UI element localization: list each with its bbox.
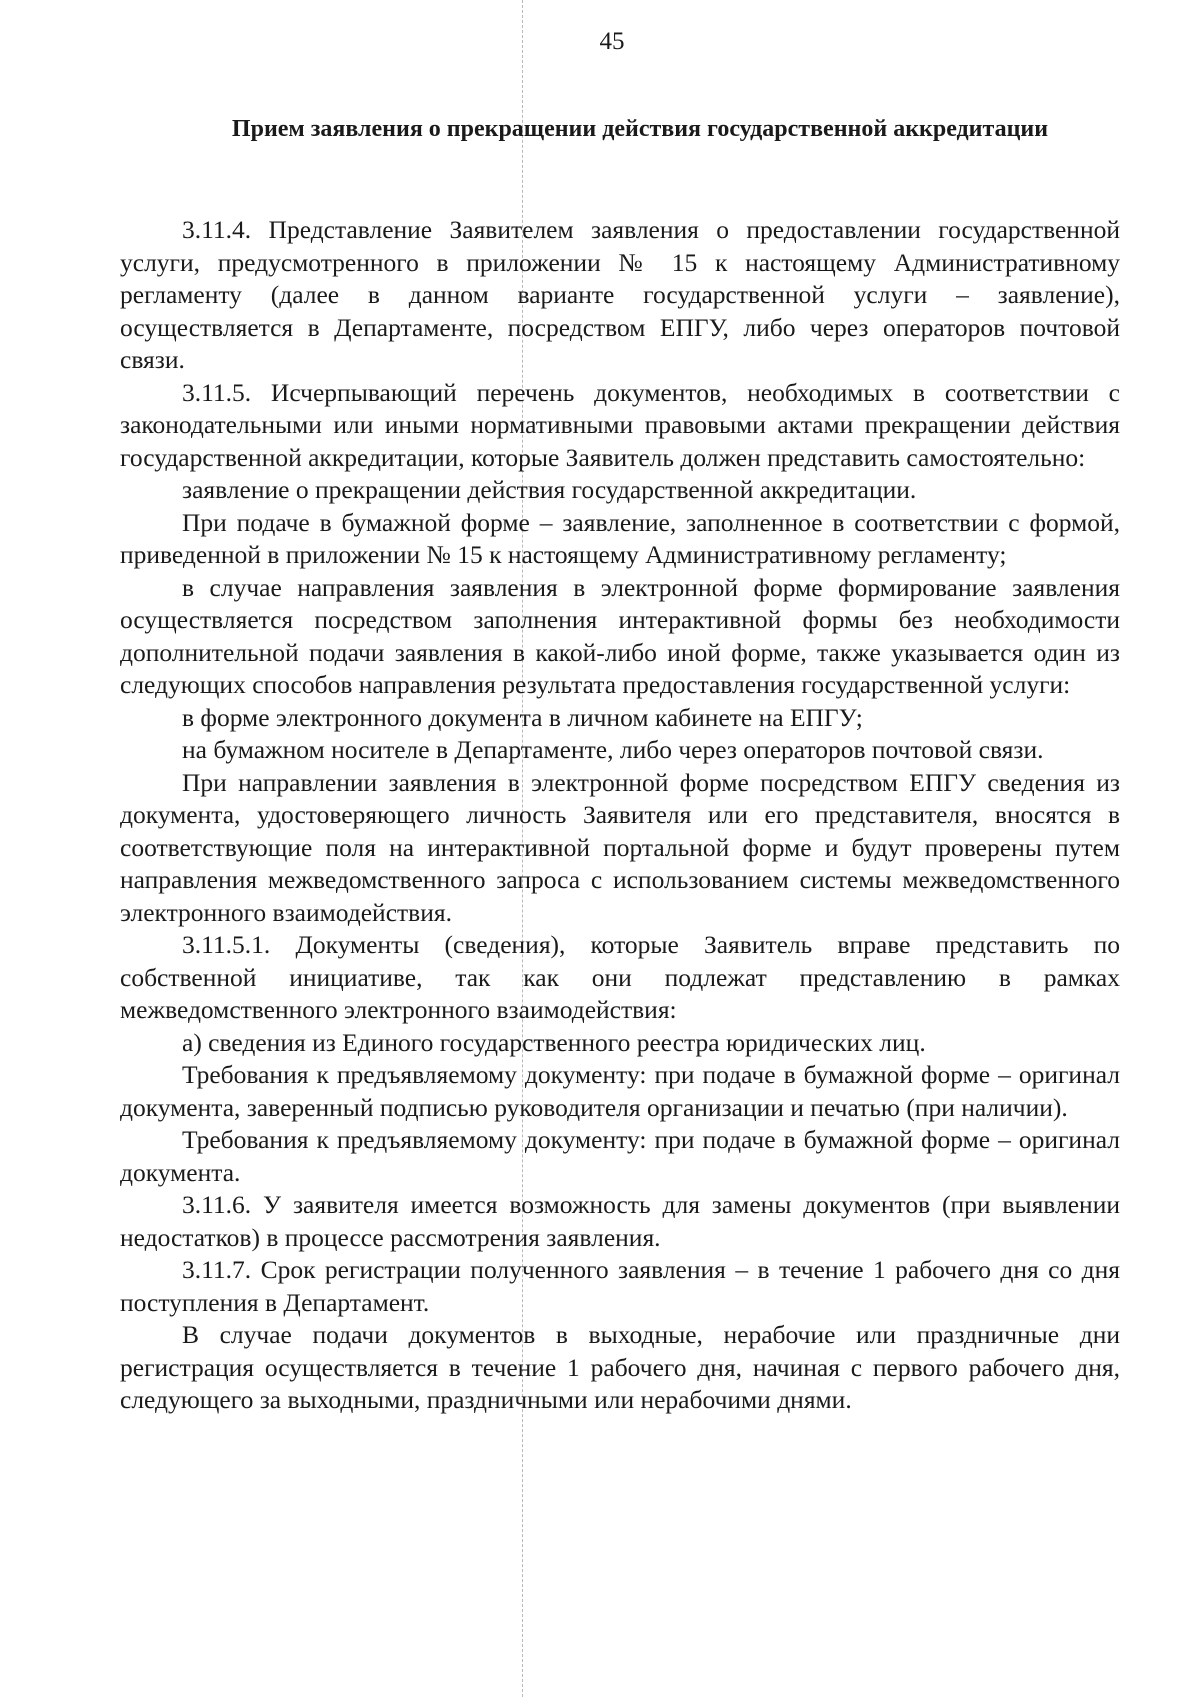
page-number: 45 <box>599 28 625 55</box>
paragraph-holidays: В случае подачи документов в выходные, нерабочие или праздничные дни регистрация осуществляется в течение 1 рабочего дня, начиная с первого рабочего дня, следующего за выходными, праздничными или нерабочими днями. <box>120 1320 1120 1414</box>
paragraph-epgu-cabinet: в форме электронного документа в личном кабинете на ЕПГУ; <box>182 702 863 732</box>
document-body <box>120 214 1120 1417</box>
section-heading: Прием заявления о прекращении действия государственной аккредитации <box>231 116 1049 142</box>
paragraph-electronic-form: в случае направления заявления в электронной форме формирование заявления осуществляется посредством заполнения интерактивной формы без необходимости дополнительной подачи заявления в какой-либо иной форме, также указывается один из следующих способов направления результата предоставления государственной услуги: <box>120 572 1120 699</box>
paragraph-epgu-identity: При направлении заявления в электронной форме посредством ЕПГУ сведения из документа, удостоверяющего личность Заявителя или его представителя, вносятся в соответствующие поля на интерактивной портальной форме и будут проверены путем направления межведомственного запроса с использованием системы межведомственного электронного взаимодействия. <box>120 767 1120 927</box>
paragraph-egrul: а) сведения из Единого государственного реестра юридических лиц. <box>182 1027 926 1057</box>
paragraph-3-11-4: 3.11.4. Представление Заявителем заявления о предоставлении государственной услуги, предусмотренного в приложении № 15 к настоящему Административному регламенту (далее в данном варианте государственной услуги – заявление), осуществляется в Департаменте, посредством ЕПГУ, либо через операторов почтовой связи. <box>120 215 1120 374</box>
paragraph-paper-form: При подаче в бумажной форме – заявление, заполненное в соответствии с формой, приведенной в приложении № 15 к настоящему Административному регламенту; <box>120 507 1120 569</box>
paragraph-requirements-2: Требования к предъявляемому документу: при подаче в бумажной форме – оригинал документа. <box>120 1125 1120 1187</box>
paragraph-3-11-5: 3.11.5. Исчерпывающий перечень документов, необходимых в соответствии с законодательными или иными нормативными правовыми актами прекращении действия государственной аккредитации, которые Заявитель должен представить самостоятельно: <box>120 377 1120 472</box>
paragraph-3-11-5-1: 3.11.5.1. Документы (сведения), которые Заявитель вправе представить по собственной инициативе, так как они подлежат представлению в рамках межведомственного электронного взаимодействия: <box>120 930 1120 1024</box>
paragraph-3-11-7: 3.11.7. Срок регистрации полученного заявления – в течение 1 рабочего дня со дня поступления в Департамент. <box>120 1255 1120 1317</box>
paragraph-application: заявление о прекращении действия государственной аккредитации. <box>182 475 917 504</box>
paragraph-paper-medium: на бумажном носителе в Департаменте, либо через операторов почтовой связи. <box>182 735 1044 764</box>
paragraph-3-11-6: 3.11.6. У заявителя имеется возможность для замены документов (при выявлении недостатков) в процессе рассмотрения заявления. <box>120 1190 1120 1252</box>
paragraph-requirements-1: Требования к предъявляемому документу: при подаче в бумажной форме – оригинал документа, заверенный подписью руководителя организации и печатью (при наличии). <box>120 1060 1120 1122</box>
